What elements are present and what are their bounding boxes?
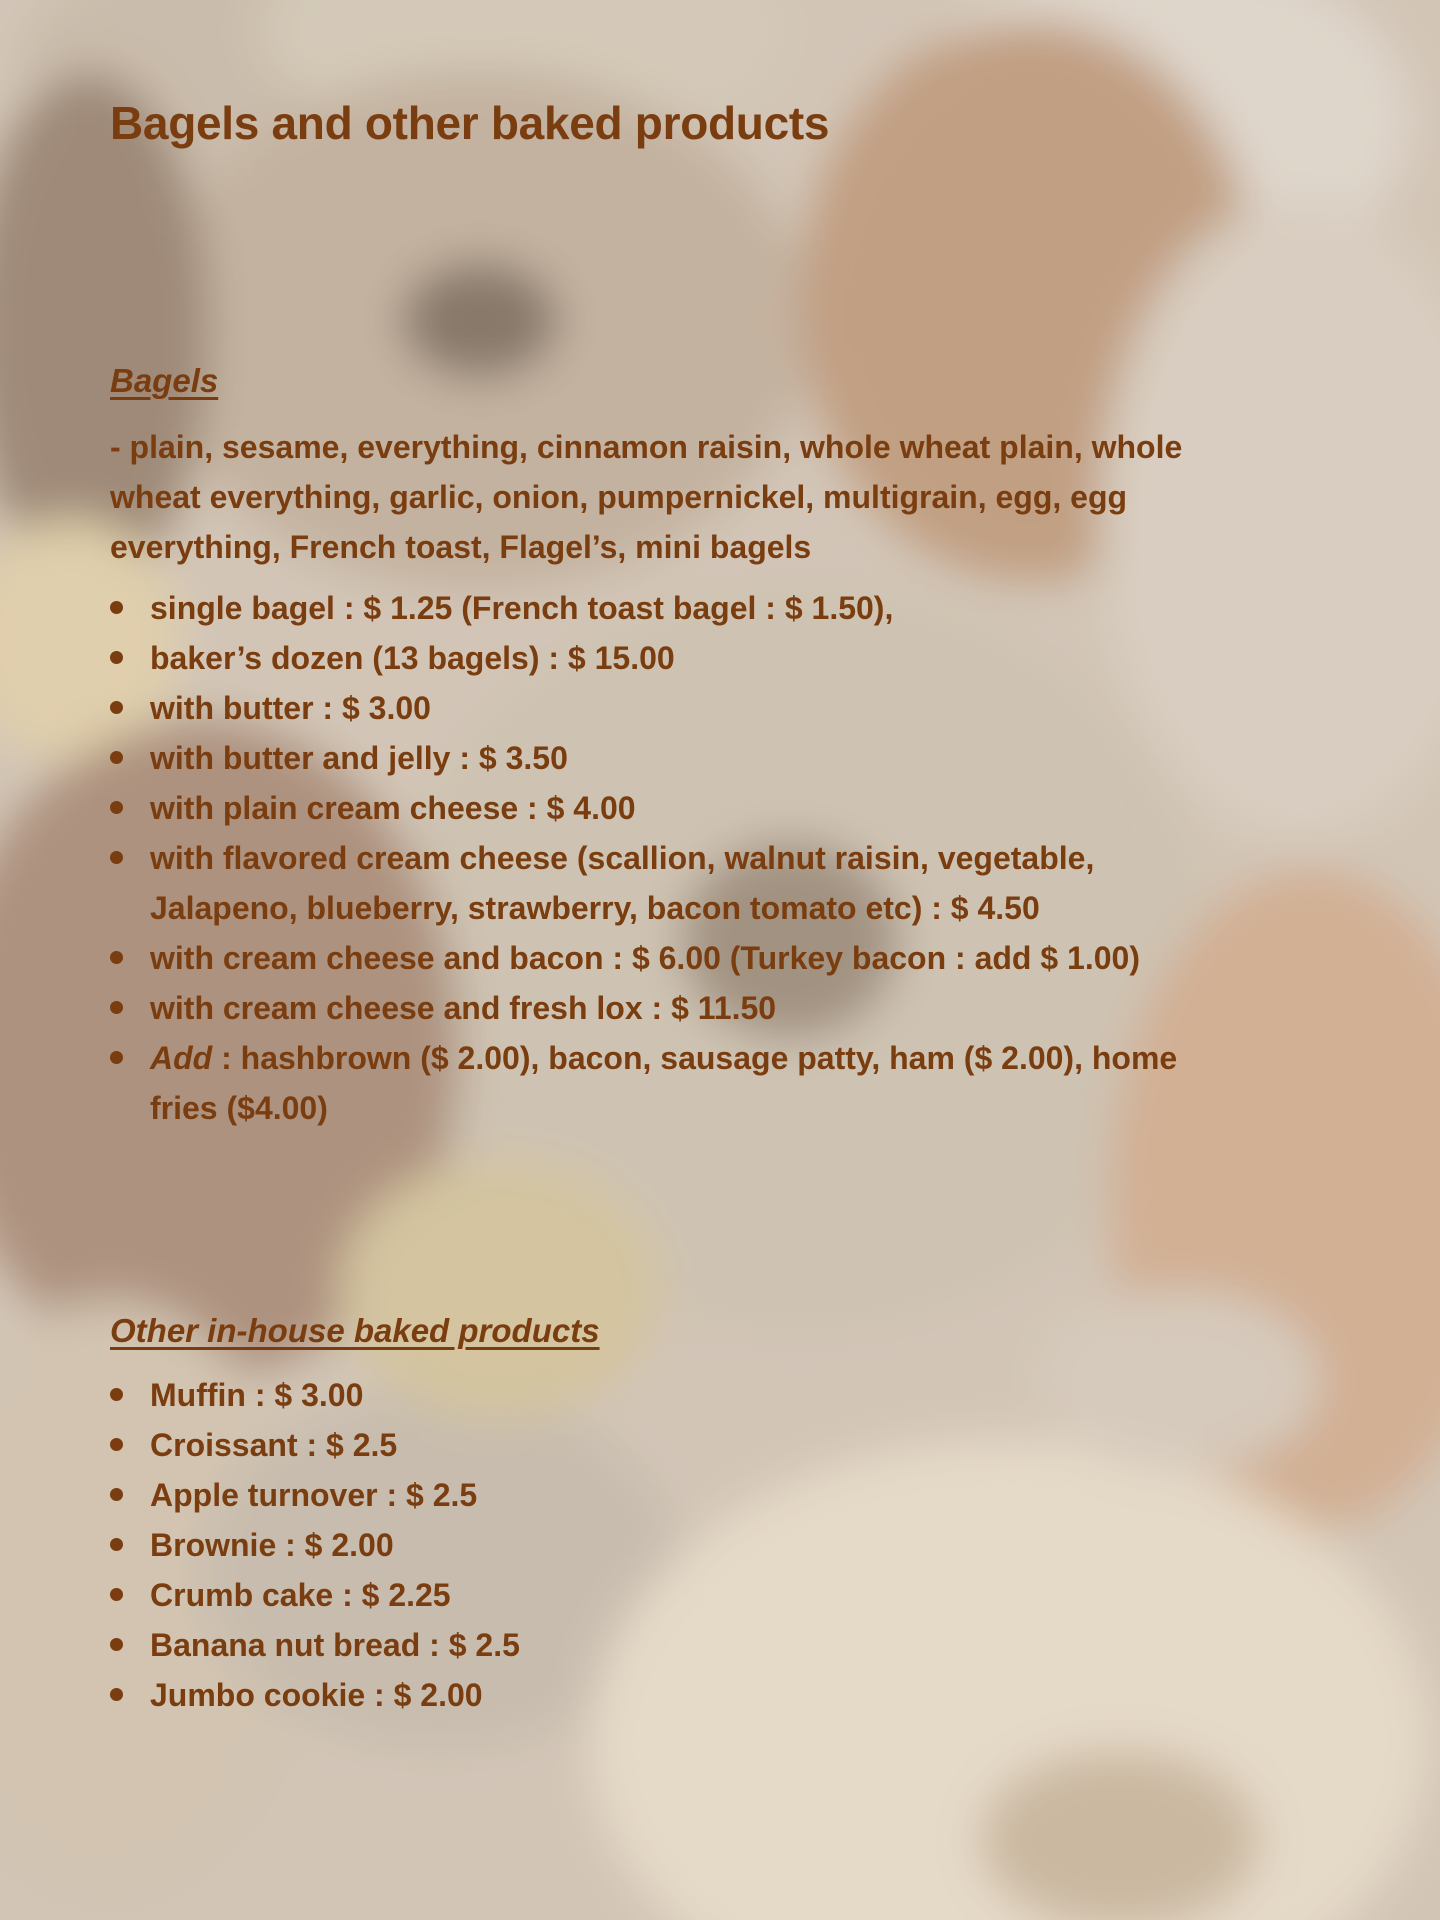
bullet-icon <box>110 651 123 664</box>
bullet-icon <box>110 701 123 714</box>
list-item: with cream cheese and bacon : $ 6.00 (Turkey bacon : add $ 1.00) <box>110 933 1190 983</box>
bullet-icon <box>110 1388 123 1401</box>
bullet-icon <box>110 851 123 864</box>
list-item: with flavored cream cheese (scallion, walnut raisin, vegetable, Jalapeno, blueberry, strawberry, bacon tomato etc) : $ 4.50 <box>110 833 1190 933</box>
bullet-icon <box>110 1588 123 1601</box>
list-item: Croissant : $ 2.5 <box>110 1420 1190 1470</box>
bagel-price-list <box>110 583 1190 1133</box>
list-item: Muffin : $ 3.00 <box>110 1370 1190 1420</box>
bullet-icon <box>110 1688 123 1701</box>
other-products-price-list <box>110 1370 1190 1720</box>
list-item: single bagel : $ 1.25 (French toast bagel : $ 1.50), <box>110 583 1190 633</box>
list-item: Add : hashbrown ($ 2.00), bacon, sausage patty, ham ($ 2.00), home fries ($4.00) <box>110 1033 1190 1133</box>
list-item: Brownie : $ 2.00 <box>110 1520 1190 1570</box>
bullet-icon <box>110 1538 123 1551</box>
page-title: Bagels and other baked products <box>110 97 830 149</box>
list-item: with cream cheese and fresh lox : $ 11.50 <box>110 983 1190 1033</box>
bullet-icon <box>110 751 123 764</box>
list-item: with plain cream cheese : $ 4.00 <box>110 783 1190 833</box>
list-item: baker’s dozen (13 bagels) : $ 15.00 <box>110 633 1190 683</box>
bullet-icon <box>110 601 123 614</box>
bullet-icon <box>110 1638 123 1651</box>
bagel-varieties-text: - plain, sesame, everything, cinnamon raisin, whole wheat plain, whole wheat everything, garlic, onion, pumpernickel, multigrain, egg, egg everything, French toast, Flagel’s, mini bagels <box>110 429 1183 565</box>
bullet-icon <box>110 1438 123 1451</box>
bullet-icon <box>110 951 123 964</box>
list-item: with butter : $ 3.00 <box>110 683 1190 733</box>
bullet-icon <box>110 1488 123 1501</box>
list-item: Banana nut bread : $ 2.5 <box>110 1620 1190 1670</box>
list-item: Crumb cake : $ 2.25 <box>110 1570 1190 1620</box>
list-item: Apple turnover : $ 2.5 <box>110 1470 1190 1520</box>
other-products-section-heading: Other in-house baked products <box>110 1312 600 1349</box>
list-item: with butter and jelly : $ 3.50 <box>110 733 1190 783</box>
bagels-section-heading: Bagels <box>110 362 219 399</box>
bullet-icon <box>110 801 123 814</box>
list-item: Jumbo cookie : $ 2.00 <box>110 1670 1190 1720</box>
bullet-icon <box>110 1051 123 1064</box>
bullet-icon <box>110 1001 123 1014</box>
